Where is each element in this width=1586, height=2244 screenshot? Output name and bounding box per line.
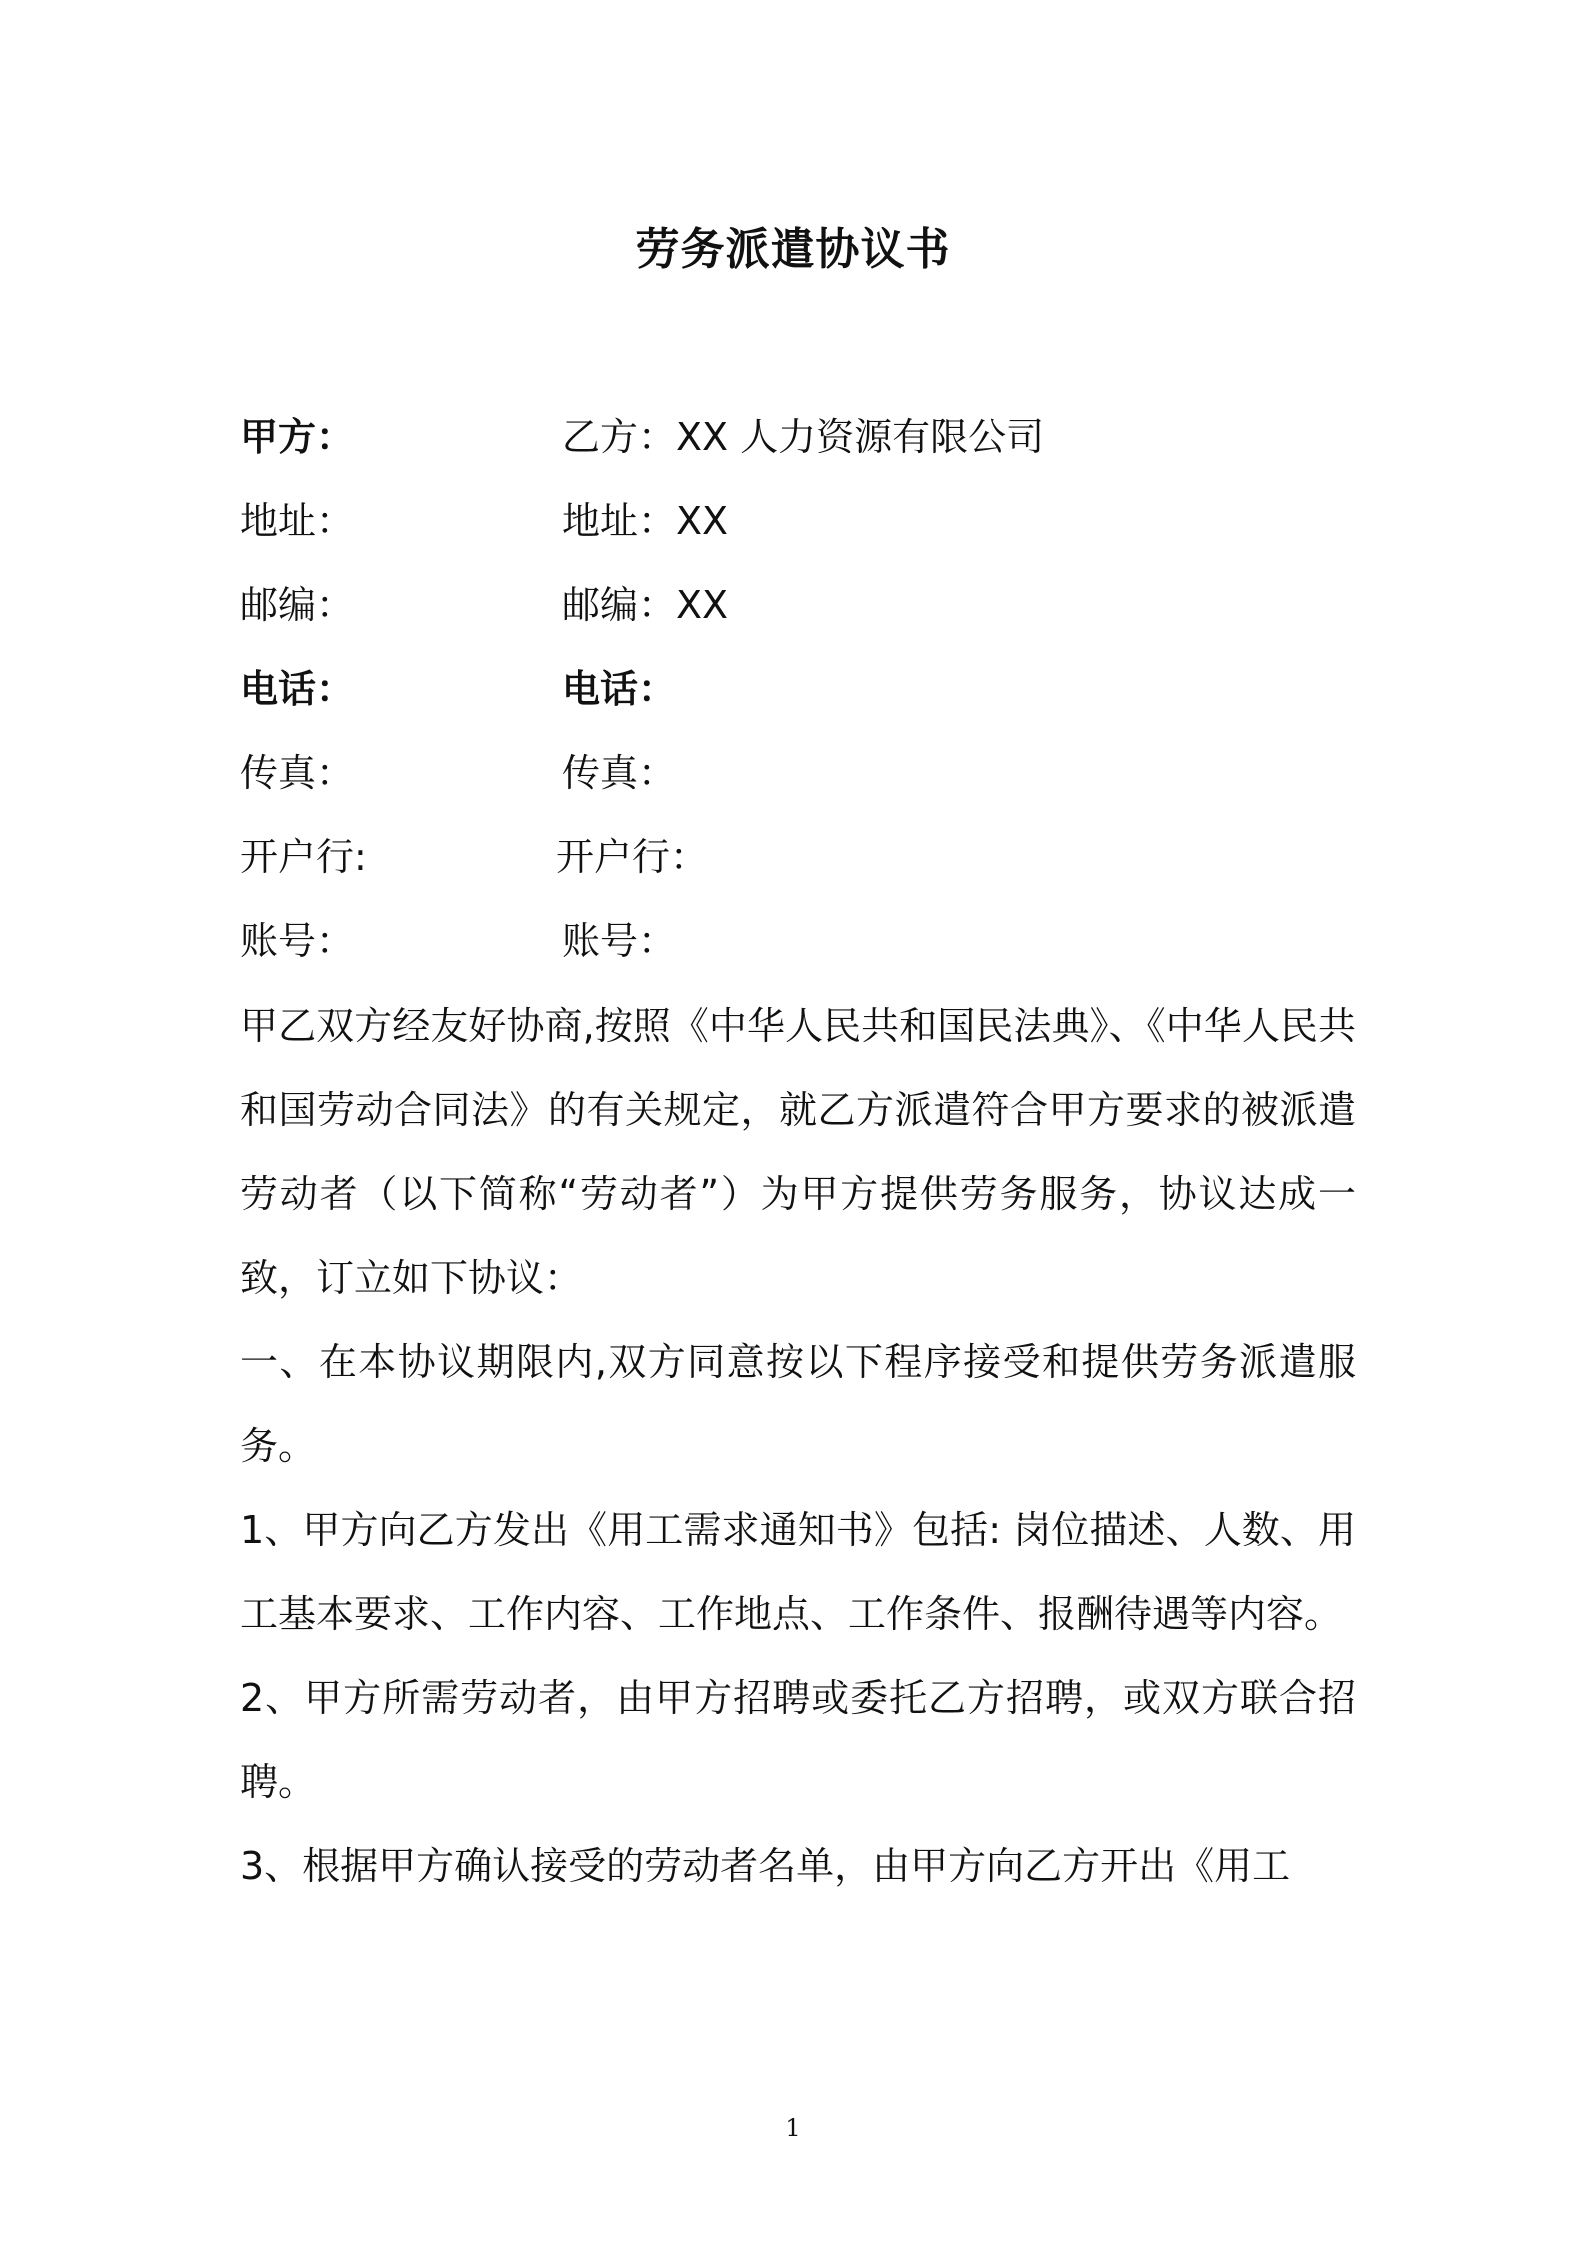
party-row-postcode	[240, 563, 1360, 647]
clause-2: 2、甲方所需劳动者，由甲方招聘或委托乙方招聘，或双方联合招聘。	[240, 1676, 1356, 1804]
party-row-address	[240, 479, 1360, 563]
party-b-postcode: 邮编：XX	[562, 583, 729, 627]
party-a-account-label: 账号：	[240, 919, 355, 963]
party-b-bank-label: 开户行：	[556, 835, 709, 879]
party-row-bank	[240, 815, 1360, 899]
party-b-phone-label: 电话：	[562, 667, 677, 711]
section-one-heading: 一、在本协议期限内,双方同意按以下程序接受和提供劳务派遣服务。	[240, 1340, 1356, 1468]
clause-3: 3、根据甲方确认接受的劳动者名单，由甲方向乙方开出《用工	[240, 1844, 1291, 1888]
party-a-name-label: 甲方：	[240, 415, 355, 459]
document-title: 劳务派遣协议书	[635, 224, 951, 275]
party-info-table	[240, 395, 1360, 983]
party-a-fax-label: 传真：	[240, 751, 355, 795]
party-a-address-label: 地址：	[240, 499, 355, 543]
preamble-paragraph: 甲乙双方经友好协商,按照《中华人民共和国民法典》、《中华人民共和国劳动合同法》的有关规定，就乙方派遣符合甲方要求的被派遣劳动者（以下简称“劳动者”）为甲方提供劳务服务，协议达成一致，订立如下协议：	[240, 1004, 1356, 1300]
party-a-phone-label: 电话：	[240, 667, 355, 711]
party-b-fax-label: 传真：	[562, 751, 677, 795]
party-row-account	[240, 899, 1360, 983]
party-a-postcode-label: 邮编：	[240, 583, 355, 627]
party-row-name	[240, 395, 1360, 479]
agreement-body	[240, 984, 1356, 1908]
party-a-bank-label: 开户行:	[240, 835, 367, 879]
clause-1: 1、甲方向乙方发出《用工需求通知书》包括: 岗位描述、人数、用工基本要求、工作内容、工作地点、工作条件、报酬待遇等内容。	[240, 1508, 1356, 1636]
party-row-fax	[240, 731, 1360, 815]
party-b-name: 乙方：XX 人力资源有限公司	[562, 415, 1045, 459]
party-row-phone	[240, 647, 1360, 731]
party-b-account-label: 账号：	[562, 919, 677, 963]
party-b-address: 地址：XX	[562, 499, 729, 543]
page-number: 1	[785, 2114, 801, 2142]
